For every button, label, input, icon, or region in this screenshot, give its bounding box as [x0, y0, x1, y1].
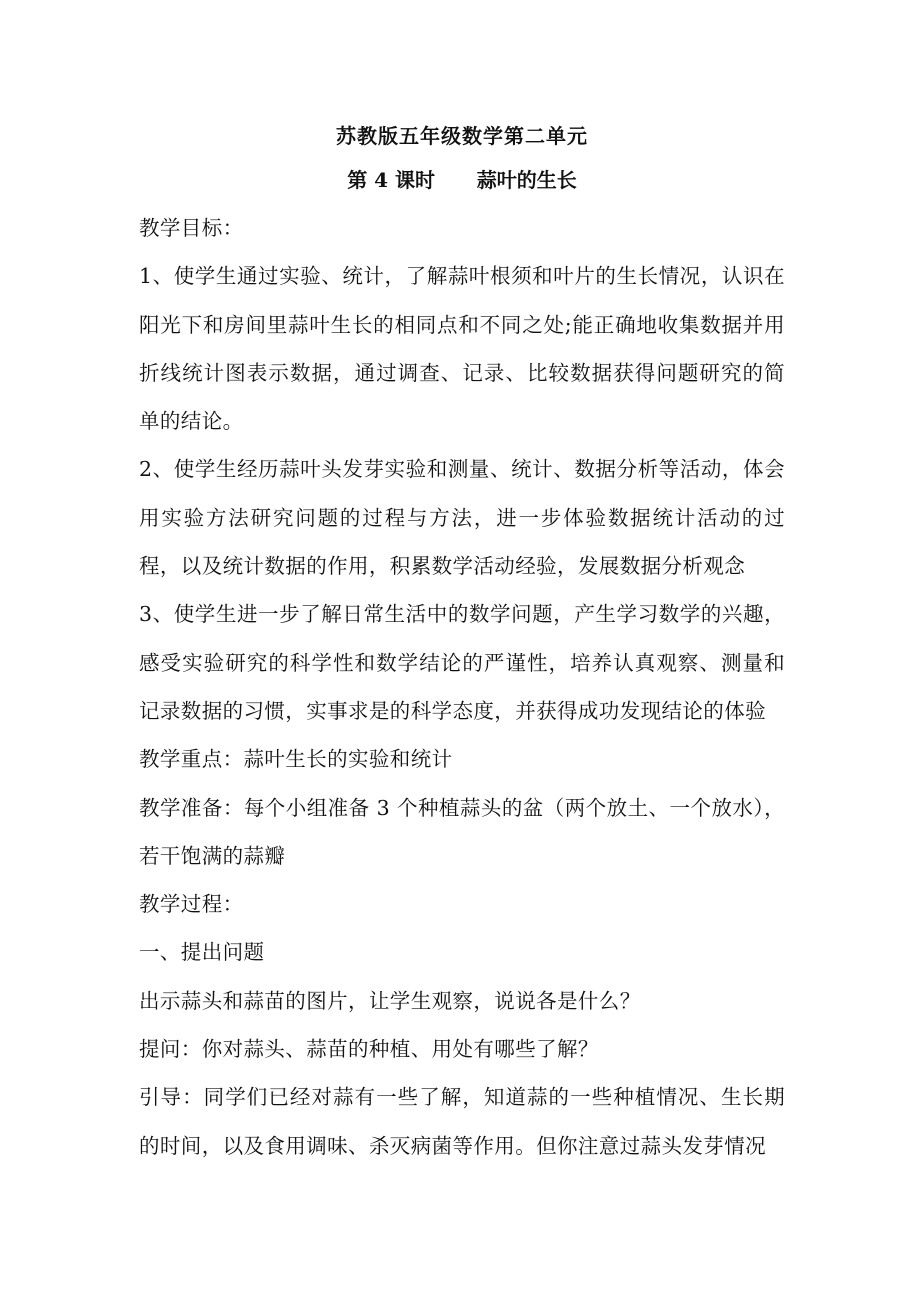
document-title: 苏教版五年级数学第二单元	[336, 124, 588, 148]
objective-1: 1、使学生通过实验、统计，了解蒜叶根须和叶片的生长情况，认识在阳光下和房间里蒜叶生长的相同点和不同之处;能正确地收集数据并用折线统计图表示数据，通过调查、记录、比较数据获得问题研究的简单的结论。	[139, 264, 785, 434]
lesson-subtitle: 第 4 课时 蒜叶的生长	[347, 168, 577, 192]
teaching-focus: 教学重点：蒜叶生长的实验和统计	[139, 747, 453, 772]
document-body	[139, 114, 785, 1170]
step-heading-ask-question: 一、提出问题	[139, 940, 265, 965]
process-paragraph: 提问：你对蒜头、蒜苗的种植、用处有哪些了解？	[139, 1037, 599, 1062]
process-paragraph: 引导：同学们已经对蒜有一些了解，知道蒜的一些种植情况、生长期的时间，以及食用调味、杀灭病菌等作用。但你注意过蒜头发芽情况	[139, 1085, 785, 1158]
teaching-preparation: 教学准备：每个小组准备 3 个种植蒜头的盆（两个放土、一个放水），若干饱满的蒜瓣	[139, 795, 785, 868]
objective-2: 2、使学生经历蒜叶头发芽实验和测量、统计、数据分析等活动，体会用实验方法研究问题的过程与方法，进一步体验数据统计活动的过程，以及统计数据的作用，积累数学活动经验，发展数据分析观念	[139, 457, 785, 579]
section-heading-process: 教学过程：	[139, 892, 244, 917]
section-heading-objectives: 教学目标：	[139, 216, 244, 240]
objective-3: 3、使学生进一步了解日常生活中的数学问题，产生学习数学的兴趣，感受实验研究的科学性和数学结论的严谨性，培养认真观察、测量和记录数据的习惯，实事求是的科学态度，并获得成功发现结论的体验	[139, 602, 785, 723]
process-paragraph: 出示蒜头和蒜苗的图片，让学生观察，说说各是什么？	[139, 988, 641, 1013]
